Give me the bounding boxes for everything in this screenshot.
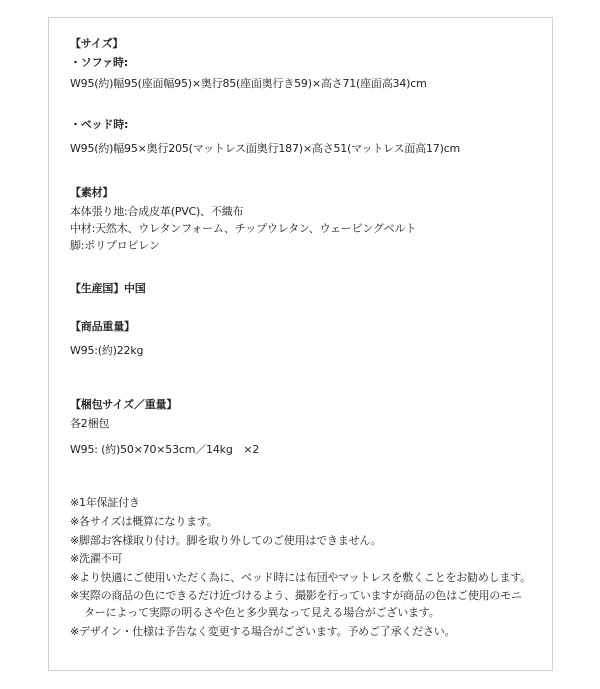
bed-dimensions: W95(約)幅95×奥行205(マットレス面奥行187)×高さ51(マットレス面高17)cm [70,142,461,155]
note-legs: ※脚部お客様取り付け。脚を取り外してのご使用はできません。 [70,534,382,547]
package-value: W95: (約)50×70×53cm／14kg ×2 [70,443,260,456]
weight-heading: 【商品重量】 [70,320,135,333]
origin-line: 【生産国】中国 [70,282,146,295]
size-heading: 【サイズ】 [70,37,124,50]
note-mattress: ※より快適にご使用いただく為に、ベッド時には布団やマットレスを敷くことをお勧めします。 [70,571,531,584]
bed-label: ・ベッド時: [70,118,129,131]
note-color-1: ※実際の商品の色にできるだけ近づけるよう、撮影を行っていますが商品の色はご使用のモニ [70,589,522,602]
material-body: 本体張り地:合成皮革(PVC)、不織布 [70,205,244,218]
note-washing: ※洗濯不可 [70,552,123,565]
material-legs: 脚:ポリプロピレン [70,239,160,252]
package-count: 各2梱包 [70,417,110,430]
package-heading: 【梱包サイズ／重量】 [70,398,178,411]
weight-value: W95:(約)22kg [70,344,144,357]
material-heading: 【素材】 [70,186,114,199]
sofa-label: ・ソファ時: [70,56,128,69]
note-color-2: ターによって実際の明るさや色と多少異なって見える場合がございます。 [84,606,440,619]
note-approximate: ※各サイズは概算になります。 [70,515,218,528]
note-warranty: ※1年保証付き [70,496,140,509]
note-design: ※デザイン・仕様は予告なく変更する場合がございます。予めご了承ください。 [70,625,456,638]
material-core: 中材:天然木、ウレタンフォーム、チップウレタン、ウェービングベルト [70,222,417,235]
sofa-dimensions: W95(約)幅95(座面幅95)×奥行85(座面奥行き59)×高さ71(座面高34)cm [70,77,427,90]
